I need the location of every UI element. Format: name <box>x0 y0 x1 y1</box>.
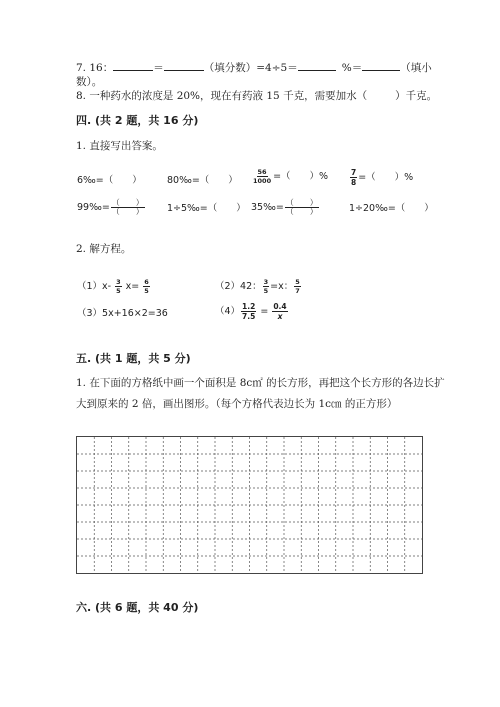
s4q1-r1-c[interactable]: $\frac{56}{1000}$ =（ ）% <box>253 168 329 185</box>
fraction-0.4-x: $\frac{0.4}{x}$ <box>273 302 287 321</box>
q8-pre: 8. 一种药水的浓度是 20%，现在有药液 15 千克，需要加水（ <box>76 90 368 102</box>
q7-blank-3[interactable] <box>298 60 336 71</box>
s4q1-r2-b[interactable]: 1÷5‰=（ ） <box>167 203 246 214</box>
q7-blank-4[interactable] <box>362 60 400 71</box>
equation-2: （2）42： $\frac{3}{5}$ =x： $\frac{5}{7}$ <box>215 278 300 295</box>
q7-part-d: %＝ <box>341 62 363 74</box>
s4q1-r1-b[interactable]: 80‰=（ ） <box>167 175 238 186</box>
q7-line1 <box>76 60 432 75</box>
q7-part-c: （填分数）=4÷5＝ <box>203 62 298 74</box>
s4q2-title: 2. 解方程。 <box>76 243 132 255</box>
fraction-56-1000: $\frac{56}{1000}$ <box>253 168 272 185</box>
square-grid[interactable] <box>76 436 423 574</box>
fraction-blank[interactable]: $\frac{( )}{( )}$ <box>285 198 318 216</box>
grid-lines <box>77 437 424 575</box>
s4q1-r2-a[interactable]: 99‰= $\frac{( )}{( )}$ <box>77 198 144 216</box>
section4-title: 四. (共 2 题，共 16 分) <box>76 114 199 127</box>
q7-part-e: （填小 <box>400 62 432 74</box>
q7-blank-1[interactable] <box>113 60 153 71</box>
fraction-3-5: $\frac{3}{5}$ <box>116 278 121 295</box>
section6-title: 六. (共 6 题，共 40 分) <box>76 601 199 614</box>
s4q1-r2-d[interactable]: 1÷20‰=（ ） <box>349 203 434 214</box>
s5q1-line1: 1. 在下面的方格纸中画一个面积是 8c㎡ 的长方形，再把这个长方形的各边长扩 <box>76 377 445 389</box>
equation-3: （3）5x+16×2=36 <box>77 308 168 319</box>
q7-blank-2[interactable] <box>164 60 204 71</box>
q7-part-b: ＝ <box>153 62 164 74</box>
q8-line <box>76 89 437 103</box>
q8-post: ）千克。 <box>395 90 438 102</box>
q7-line2: 数）。 <box>76 76 103 88</box>
fraction-6-5: $\frac{6}{5}$ <box>144 278 149 295</box>
q7-number: 7. <box>76 62 87 74</box>
fraction-7-8: $\frac{7}{8}$ <box>351 168 357 187</box>
s4q1-title: 1. 直接写出答案。 <box>76 140 163 152</box>
fraction-blank[interactable]: $\frac{( )}{( )}$ <box>111 198 144 216</box>
s4q1-r1-d[interactable]: $\frac{7}{8}$ =（ ）% <box>351 168 414 187</box>
s5q1-line2: 大到原来的 2 倍，画出图形。（每个方格代表边长为 1c㎝ 的正方形） <box>76 398 398 410</box>
s4q1-r2-c[interactable]: 35‰= $\frac{( )}{( )}$ <box>251 198 318 216</box>
fraction-3-5: $\frac{3}{5}$ <box>263 278 269 295</box>
q7-part-a: 16： <box>89 62 114 74</box>
fraction-5-7: $\frac{5}{7}$ <box>295 278 300 295</box>
equation-4: （4） $\frac{1.2}{7.5}$ = $\frac{0.4}{x}$ <box>215 302 287 321</box>
equation-1: （1）x- $\frac{3}{5}$ x= $\frac{6}{5}$ <box>77 278 149 295</box>
fraction-1.2-7.5: $\frac{1.2}{7.5}$ <box>242 302 256 321</box>
s4q1-r1-a[interactable]: 6‰=（ ） <box>77 175 142 186</box>
section5-title: 五. (共 1 题，共 5 分) <box>76 352 191 365</box>
